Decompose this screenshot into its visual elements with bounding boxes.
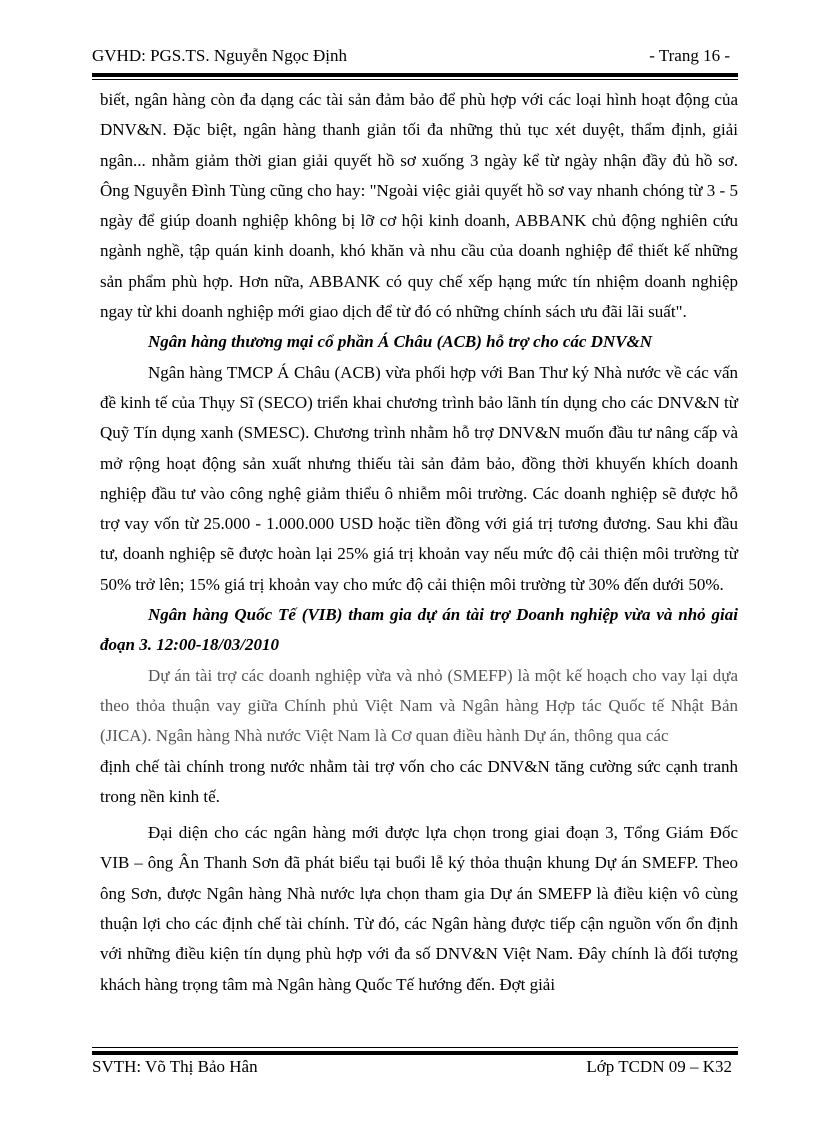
footer-rule-thin <box>92 1047 738 1048</box>
paragraph-abbank-continued: biết, ngân hàng còn đa dạng các tài sản đảm bảo để phù hợp với các loại hình hoạt động của DNV&N. Đặc biệt, ngân hàng thanh giản tối đa những thủ tục xét duyệt, thẩm định, giải ngân... nhằm giảm thời gian giải quyết hồ sơ xuống 3 ngày kể từ ngày nhận đầy đủ hồ sơ. Ông Nguyễn Đình Tùng cũng cho hay: "Ngoài việc giải quyết hồ sơ vay nhanh chóng từ 3 - 5 ngày để giúp doanh nghiệp không bị lỡ cơ hội kinh doanh, ABBANK chủ động nghiên cứu ngành nghề, tập quán kinh doanh, khó khăn và nhu cầu của doanh nghiệp để thiết kế những sản phẩm phù hợp. Hơn nữa, ABBANK có quy chế xếp hạng mức tín nhiệm doanh nghiệp ngay từ khi doanh nghiệp mới giao dịch để từ đó có những chính sách ưu đãi lãi suất". <box>100 90 738 322</box>
header-advisor: GVHD: PGS.TS. Nguyễn Ngọc Định <box>92 46 347 65</box>
paragraph-vib-representative: Đại diện cho các ngân hàng mới được lựa chọn trong giai đoạn 3, Tổng Giám Đốc VIB – ông Ân Thanh Sơn đã phát biểu tại buổi lễ ký thỏa thuận khung Dự án SMEFP. Theo ông Sơn, được Ngân hàng Nhà nước lựa chọn tham gia Dự án SMEFP là điều kiện vô cùng thuận lợi cho các định chế tài chính. Từ đó, các Ngân hàng được tiếp cận nguồn vốn ổn định với những điều kiện tín dụng phù hợp với đa số DNV&N Việt Nam. Đây chính là đối tượng khách hàng trọng tâm mà Ngân hàng Quốc Tế hướng đến. Đợt giải <box>100 823 738 994</box>
paragraph-smefp-continued: định chế tài chính trong nước nhằm tài trợ vốn cho các DNV&N tăng cường sức cạnh tranh trong nền kinh tế. <box>100 756 738 806</box>
header-page-number: - Trang 16 - <box>649 46 730 65</box>
heading-vib: Ngân hàng Quốc Tế (VIB) tham gia dự án tài trợ Doanh nghiệp vừa và nhỏ giai đoạn 3. 12:00-18/03/2010 <box>100 605 738 655</box>
page-header <box>92 46 730 70</box>
header-rule-thin <box>92 79 738 80</box>
footer-rule-thick <box>92 1051 738 1055</box>
page-body <box>100 85 738 1000</box>
footer-student: SVTH: Võ Thị Bảo Hân <box>92 1057 258 1076</box>
header-rule-thick <box>92 73 738 77</box>
heading-acb: Ngân hàng thương mại cổ phần Á Châu (ACB) hỗ trợ cho các DNV&N <box>148 332 653 352</box>
paragraph-smefp-intro: Dự án tài trợ các doanh nghiệp vừa và nhỏ (SMEFP) là một kế hoạch cho vay lại dựa theo thỏa thuận vay giữa Chính phủ Việt Nam và Ngân hàng Hợp tác Quốc tế Nhật Bản (JICA). Ngân hàng Nhà nước Việt Nam là Cơ quan điều hành Dự án, thông qua các <box>100 665 738 746</box>
page-footer <box>92 1057 730 1081</box>
footer-class: Lớp TCDN 09 – K32 <box>586 1057 732 1076</box>
paragraph-acb: Ngân hàng TMCP Á Châu (ACB) vừa phối hợp với Ban Thư ký Nhà nước về các vấn đề kinh tế của Thụy Sĩ (SECO) triển khai chương trình bảo lãnh tín dụng cho các DNV&N từ Quỹ Tín dụng xanh (SMESC). Chương trình nhằm hỗ trợ DNV&N muốn đầu tư nâng cấp và mở rộng hoạt động sản xuất nhưng thiếu tài sản đảm bảo, đồng thời khuyến khích doanh nghiệp đầu tư vào công nghệ giảm thiểu ô nhiễm môi trường. Các doanh nghiệp sẽ được hỗ trợ vay vốn từ 25.000 - 1.000.000 USD hoặc tiền đồng với giá trị tương đương. Sau khi đầu tư, doanh nghiệp sẽ được hoàn lại 25% giá trị khoản vay nếu mức độ cải thiện môi trường từ 50% trở lên; 15% giá trị khoản vay cho mức độ cải thiện môi trường từ 30% đến dưới 50%. <box>100 362 738 594</box>
